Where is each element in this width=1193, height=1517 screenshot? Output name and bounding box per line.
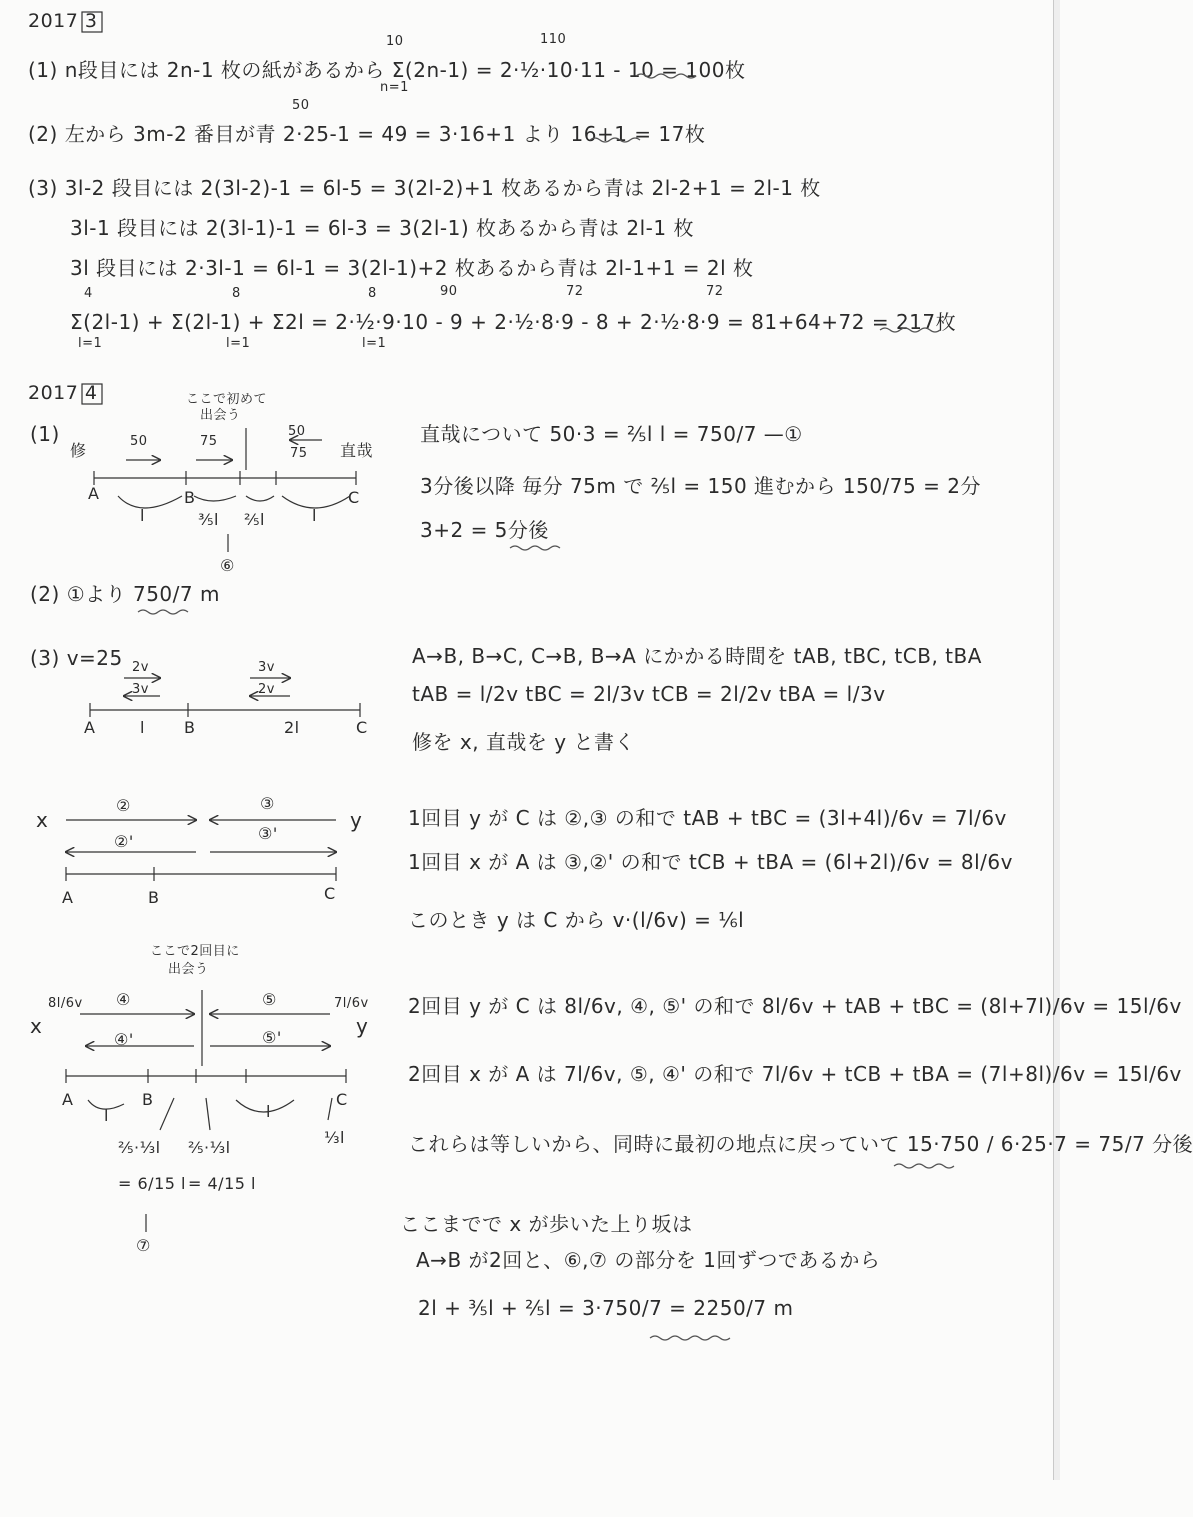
answer-underline-q4-4 [650,1336,730,1340]
q4-p6-text2: A→B が2回と、⑥,⑦ の部分を 1回ずつであるから [416,1248,881,1272]
d1-len-2: ⅗l [198,510,219,529]
q4-part3-label: (3) v=25 [30,646,123,670]
d3-len-l: l [140,718,145,737]
answer-underline-q4-1 [510,546,560,550]
meet2-note-line1: ここで2回目に [150,944,240,959]
d5-left-frac: 8l/6v [48,996,83,1011]
d4-label-x: x [36,808,49,832]
d3-speed-bot2: 2v [258,682,275,697]
d5-leader-2 [206,1098,210,1130]
meet2-note-line2: 出会う [168,962,209,977]
d1-speed-1: 50 [130,434,148,449]
q4-p1-text1: 直哉について 50·3 = ⅖l l = 750/7 —① [420,422,803,446]
d5-len-1: l [104,1106,109,1125]
q4-p5-text3: これらは等しいから、同時に最初の地点に戻っていて 15·750 / 6·25·7 = 75/7 分後 [408,1132,1193,1156]
q3-part1: (1) n段目には 2n-1 枚の紙があるから Σ(2n-1) = 2·½·10·11 - 10 = 100枚 [28,58,746,82]
d5-right-frac: 7l/6v [334,996,369,1011]
q3-sum1-bottom: l=1 [78,336,103,351]
answer-underline-q3-3 [880,328,940,332]
d3-point-A: A [84,718,96,737]
d5-arc-2 [236,1100,294,1112]
answer-underline-q4-3 [894,1164,954,1168]
q4-p1-text2: 3分後以降 毎分 75m で ⅖l = 150 進むから 150/75 = 2分 [420,474,981,498]
d1-len-3: ⅖l [244,510,265,529]
q4-p4-text2: 1回目 x が A は ③,②' の和で tCB + tBA = (6l+2l)/6v = 8l/6v [408,850,1013,874]
d4-circle-3-prime: ③' [258,824,278,843]
d5-point-A: A [62,1090,74,1109]
d1-arc-1 [118,496,182,508]
d4-point-C: C [324,884,336,903]
d3-point-C: C [356,718,368,737]
q3-sum3-top: 8 [368,286,377,301]
d3-point-B: B [184,718,196,737]
q4-p4-text3: このとき y は C から v·(l/6v) = ⅙l [408,908,745,932]
d1-label-left: 修 [70,441,87,460]
q3-overnote-72a: 72 [566,284,584,299]
d4-circle-2-prime: ②' [114,832,134,851]
d5-point-C: C [336,1090,348,1109]
q4-header-box [82,384,102,404]
d5-calc-right-result: = 4/15 l [188,1174,256,1193]
q4-part1-label: (1) [30,422,60,446]
q4-p6-text3: 2l + ⅗l + ⅖l = 3·750/7 = 2250/7 m [418,1296,794,1320]
q4-p3-text1: A→B, B→C, C→B, B→A にかかる時間を tAB, tBC, tCB, tBA [412,644,982,668]
d5-point-B: B [142,1090,154,1109]
d3-speed-bot1: 3v [132,682,149,697]
d1-label-right: 直哉 [340,441,374,460]
d5-arc-1 [88,1100,124,1109]
d4-circle-3: ③ [260,794,275,813]
d1-speed-4: 75 [290,446,308,461]
d5-label-x: x [30,1014,43,1038]
d5-label-y: y [356,1014,369,1038]
q4-part2: (2) ①より 750/7 m [30,582,220,606]
d1-arc-4 [282,496,350,508]
q3-sum2-bottom: l=1 [226,336,251,351]
d5-calc-left: ⅖·⅓l [118,1138,161,1157]
d4-circle-2: ② [116,796,131,815]
q3-header-box [82,12,102,32]
meet-note-line2: 出会う [200,408,241,423]
q4-header: 2017 4 [28,382,98,404]
d5-circle-5-prime: ⑤' [262,1028,282,1047]
d5-third: ⅓l [324,1128,345,1147]
q4-p5-text2: 2回目 x が A は 7l/6v, ⑤, ④' の和で 7l/6v + tCB + tBA = (7l+8l)/6v = 15l/6v [408,1062,1182,1086]
d1-len-4: l [312,506,317,525]
answer-underline-q4-2 [138,610,188,614]
q4-p5-text1: 2回目 y が C は 8l/6v, ④, ⑤' の和で 8l/6v + tAB + tBC = (8l+7l)/6v = 15l/6v [408,994,1182,1018]
answer-underline-q3-2 [590,138,640,142]
q3-sum3-bottom: l=1 [362,336,387,351]
d1-point-B: B [184,488,196,507]
d1-len-1: l [140,506,145,525]
d5-calc-right: ⅖·⅓l [188,1138,231,1157]
d5-mark-7: ⑦ [136,1236,151,1255]
d4-point-B: B [148,888,160,907]
d4-point-A: A [62,888,74,907]
d5-circle-4-prime: ④' [114,1030,134,1049]
q3-part1-sum-top: 10 [386,34,404,49]
d3-speed-top1: 2v [132,660,149,675]
q4-p4-text1: 1回目 y が C は ②,③ の和で tAB + tBC = (3l+4l)/6v = 7l/6v [408,806,1007,830]
q3-part3-line1: (3) 3l-2 段目には 2(3l-2)-1 = 6l-5 = 3(2l-2)+1 枚あるから青は 2l-2+1 = 2l-1 枚 [28,176,821,200]
d1-mark-6: ⑥ [220,556,235,575]
q3-part3-line2: 3l-1 段目には 2(3l-1)-1 = 6l-3 = 3(2l-1) 枚あるから青は 2l-1 枚 [70,216,694,240]
q3-part2: (2) 左から 3m-2 番目が青 2·25-1 = 49 = 3·16+1 より 16+1 = 17枚 [28,122,706,146]
d5-leader-3 [328,1098,332,1120]
d5-calc-left-result: = 6/15 l [118,1174,186,1193]
q3-overnote-90: 90 [440,284,458,299]
d1-speed-3: 50 [288,424,306,439]
d5-circle-4: ④ [116,990,131,1009]
q4-p3-text3: 修を x, 直哉を y と書く [412,730,635,754]
q3-part3-line4: Σ(2l-1) + Σ(2l-1) + Σ2l = 2·½·9·10 - 9 + 2·½·8·9 - 8 + 2·½·8·9 = 81+64+72 = 217枚 [70,310,957,334]
d1-arc-3 [246,496,274,501]
d4-label-y: y [350,808,363,832]
q3-part1-sum-bottom: n=1 [380,80,409,95]
d1-point-C: C [348,488,360,507]
q3-part1-overnote: 110 [540,32,567,47]
d3-speed-top2: 3v [258,660,275,675]
d1-arc-2 [194,496,236,501]
q3-header: 2017 3 [28,10,98,32]
q4-p6-text1: ここまでで x が歩いた上り坂は [400,1212,693,1236]
q3-overnote-72b: 72 [706,284,724,299]
q3-sum2-top: 8 [232,286,241,301]
q3-part2-overnote: 50 [292,98,310,113]
d3-len-2l: 2l [284,718,300,737]
answer-underline-q3-1 [636,74,696,78]
meet-note-line1: ここで初めて [186,392,268,407]
q4-p1-text3: 3+2 = 5分後 [420,518,549,542]
d1-speed-2: 75 [200,434,218,449]
q4-p3-text2: tAB = l/2v tBC = 2l/3v tCB = 2l/2v tBA = l/3v [412,682,886,706]
q3-sum1-top: 4 [84,286,93,301]
d1-point-A: A [88,484,100,503]
d5-leader-1 [160,1098,174,1130]
d5-len-2: l [266,1102,271,1121]
d5-circle-5: ⑤ [262,990,277,1009]
q3-part3-line3: 3l 段目には 2·3l-1 = 6l-1 = 3(2l-1)+2 枚あるから青は 2l-1+1 = 2l 枚 [70,256,754,280]
